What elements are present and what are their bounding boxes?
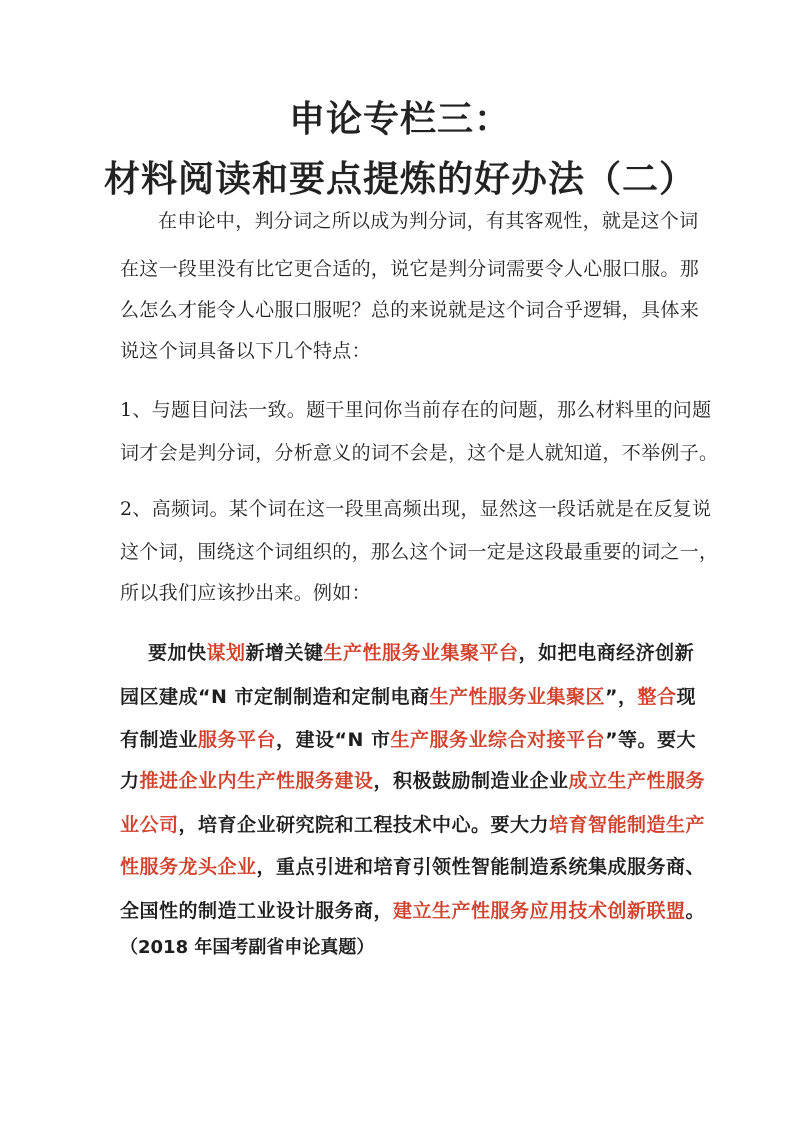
highlighted-keyword: 业公司 — [120, 814, 179, 836]
point1-line-2: 词才会是判分词，分析意义的词不会是，这个是人就知道，不举例子。 — [120, 442, 719, 464]
highlighted-keyword: 培育智能制造生产 — [549, 814, 706, 836]
highlighted-keyword: 成立生产性服务 — [568, 770, 706, 792]
example-text: 全国性的制造工业设计服务商， — [120, 900, 394, 922]
example-text: 有制造业 — [120, 729, 199, 751]
point2-line-3: 所以我们应该抄出来。例如： — [120, 582, 371, 604]
example-text: 。 — [685, 900, 706, 922]
point2-line-2: 这个词，围绕这个词组织的，那么这个词一定是这段最重要的词之一， — [120, 541, 719, 563]
example-line-1 — [148, 638, 694, 668]
highlighted-keyword: 生产服务业综合对接平台 — [390, 729, 606, 751]
highlighted-keyword: 生产性服务业集聚平台 — [323, 642, 519, 664]
example-text: 新增关键 — [245, 642, 324, 664]
highlighted-keyword: 整合 — [637, 686, 677, 708]
example-line-7 — [120, 896, 705, 926]
title-line-1: 申论专栏三： — [288, 99, 511, 140]
intro-line-4: 说这个词具备以下几个特点： — [120, 340, 371, 362]
example-text: 要加快 — [148, 642, 207, 664]
example-text: 力 — [120, 770, 140, 792]
example-text: 现 — [676, 686, 697, 708]
intro-line-3: 么怎么才能令人心服口服呢？总的来说就是这个词合乎逻辑，具体来 — [120, 299, 700, 321]
title-line-2: 材料阅读和要点提炼的好办法（二） — [103, 159, 696, 200]
example-line-5 — [120, 810, 705, 840]
intro-line-1: 在申论中，判分词之所以成为判分词，有其客观性，就是这个词 — [158, 210, 699, 232]
example-line-2 — [120, 682, 696, 712]
highlighted-keyword: 性服务龙头企业 — [120, 856, 257, 878]
example-text: ，建设“N 市 — [276, 729, 391, 751]
example-line-6 — [120, 852, 705, 882]
point1-line-1: 1、与题目问法一致。题干里问你当前存在的问题，那么材料里的问题 — [120, 399, 712, 421]
highlighted-keyword: 建立生产性服务应用技术创新联盟 — [393, 900, 686, 922]
point2-line-1: 2、高频词。某个词在这一段里高频出现，显然这一段话就是在反复说 — [120, 498, 712, 520]
highlighted-keyword: 推进企业内生产性服务建设 — [139, 770, 374, 792]
example-text: ”， — [605, 686, 638, 708]
example-text: ，积极鼓励制造业企业 — [373, 770, 569, 792]
example-text: 园区建成“N 市定制制造和定制电商 — [120, 686, 430, 708]
example-text: ”等。要大 — [605, 729, 697, 751]
example-text: ，培育企业研究院和工程技术中心。要大力 — [178, 814, 550, 836]
intro-line-2: 在这一段里没有比它更合适的，说它是判分词需要令人心服口服。那 — [120, 258, 700, 280]
example-line-4 — [120, 766, 705, 796]
example-line-3 — [120, 725, 696, 755]
highlighted-keyword: 生产性服务业集聚区 — [429, 686, 606, 708]
example-text: ，如把电商经济创新 — [518, 642, 695, 664]
source-citation: （2018 年国考副省申论真题） — [120, 937, 375, 958]
highlighted-keyword: 谋划 — [206, 642, 246, 664]
highlighted-keyword: 服务平台 — [198, 729, 277, 751]
example-text: ，重点引进和培育引领性智能制造系统集成服务商、 — [256, 856, 706, 878]
